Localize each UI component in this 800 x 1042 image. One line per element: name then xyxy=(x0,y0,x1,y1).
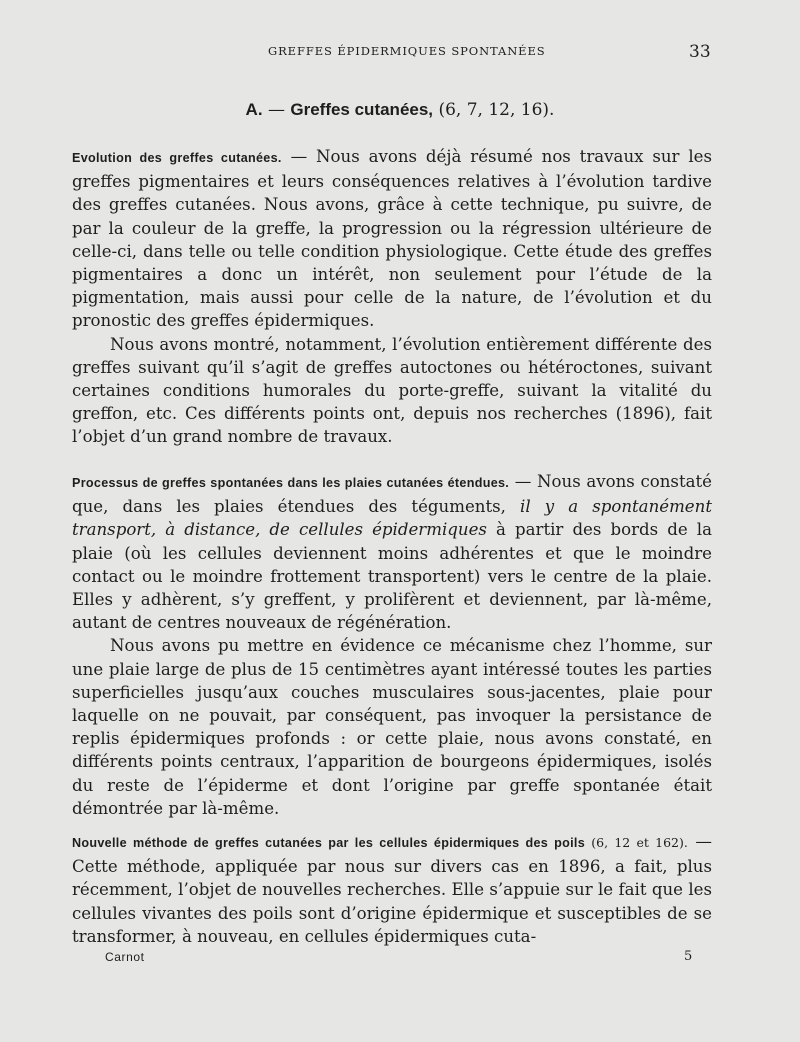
paragraph: Nous avons pu mettre en évidence ce mécanisme chez l’homme, sur une plaie large de plus de 15 centimètres ayant intéressé toutes les parties superficielles jusqu’aux couches musculaires sous-jacentes, plaie pour laquelle on ne pouvait, par conséquent, pas invoquer la persistance de replis épidermiques profonds : or cette plaie, nous avons constaté, en différents points centraux, l’apparition de bourgeons épidermiques, isolés du reste de l’épiderme et dont l’origine par greffe spontanée était démontrée par là-même. xyxy=(72,636,712,818)
running-title: GREFFES ÉPIDERMIQUES SPONTANÉES xyxy=(268,44,546,58)
paragraph xyxy=(72,830,712,948)
section-heading xyxy=(0,100,800,120)
paragraph-processus xyxy=(72,470,712,820)
italic-text: il y a spontanément transport, à distance, de cellules épidermiques xyxy=(72,497,712,540)
paragraph-evolution xyxy=(72,145,712,449)
paragraph-text: à partir des bords de la plaie (où les cellules deviennent moins adhérentes et que le moindre contact ou le moindre frottement transportent) vers le centre de la plaie. Elles y adhèrent, s’y greffent, y prolifèrent et deviennent, par là-même, autant de centres nouveaux de régénération. xyxy=(72,520,712,633)
running-header xyxy=(0,42,800,64)
page-number: 33 xyxy=(689,42,711,62)
paragraph-text: — Nous avons constaté que, dans les plaies étendues des téguments, xyxy=(72,472,713,517)
sheet-number: 5 xyxy=(684,949,693,964)
page-footer xyxy=(0,950,800,970)
paragraph xyxy=(72,470,712,634)
signature-mark: Carnot xyxy=(105,950,145,964)
paragraph xyxy=(72,145,712,333)
section-title: Greffes cutanées, xyxy=(290,100,434,119)
paragraph-nouvelle-methode xyxy=(72,830,712,948)
section-label: A. xyxy=(245,100,263,119)
reference-numbers: (6, 12 et 162). xyxy=(585,835,688,850)
run-in-heading: Nouvelle méthode de greffes cutanées par les cellules épidermiques des poils xyxy=(72,836,586,850)
section-dash: — xyxy=(262,100,291,120)
paragraph-text: — Cette méthode, appliquée par nous sur divers cas en 1896, a fait, plus récemment, l’objet de nouvelles recherches. Elle s’appuie sur le fait que les cellules vivantes des poils sont d’origine épidermique et susceptibles de se transformer, à nouveau, en cellules épidermiques cuta- xyxy=(72,832,712,946)
run-in-heading: Evolution des greffes cutanées. xyxy=(72,151,282,165)
paragraph: Nous avons montré, notamment, l’évolution entièrement différente des greffes suivant qu’il s’agit de greffes autoctones ou hétéroctones, suivant certaines conditions humorales du porte-greffe, suivant la vitalité du greffon, etc. Ces différents points ont, depuis nos recherches (1896), fait l’objet d’un grand nombre de travaux. xyxy=(72,334,712,447)
section-refs: (6, 7, 12, 16). xyxy=(433,100,555,120)
run-in-heading: Processus de greffes spontanées dans les plaies cutanées étendues. xyxy=(72,476,510,490)
paragraph-text: — Nous avons déjà résumé nos travaux sur les greffes pigmentaires et leurs conséquences relatives à l’évolution tardive des greffes cutanées. Nous avons, grâce à cette technique, pu suivre, de par la couleur de la greffe, la progression ou la régression ultérieure de celle-ci, dans telle ou telle condition physiologique. Cette étude des greffes pigmentaires a donc un intérêt, non seulement pour l’étude de la pigmentation, mais aussi pour celle de la nature, de l’évolution et du pronostic des greffes épidermiques. xyxy=(72,147,712,331)
